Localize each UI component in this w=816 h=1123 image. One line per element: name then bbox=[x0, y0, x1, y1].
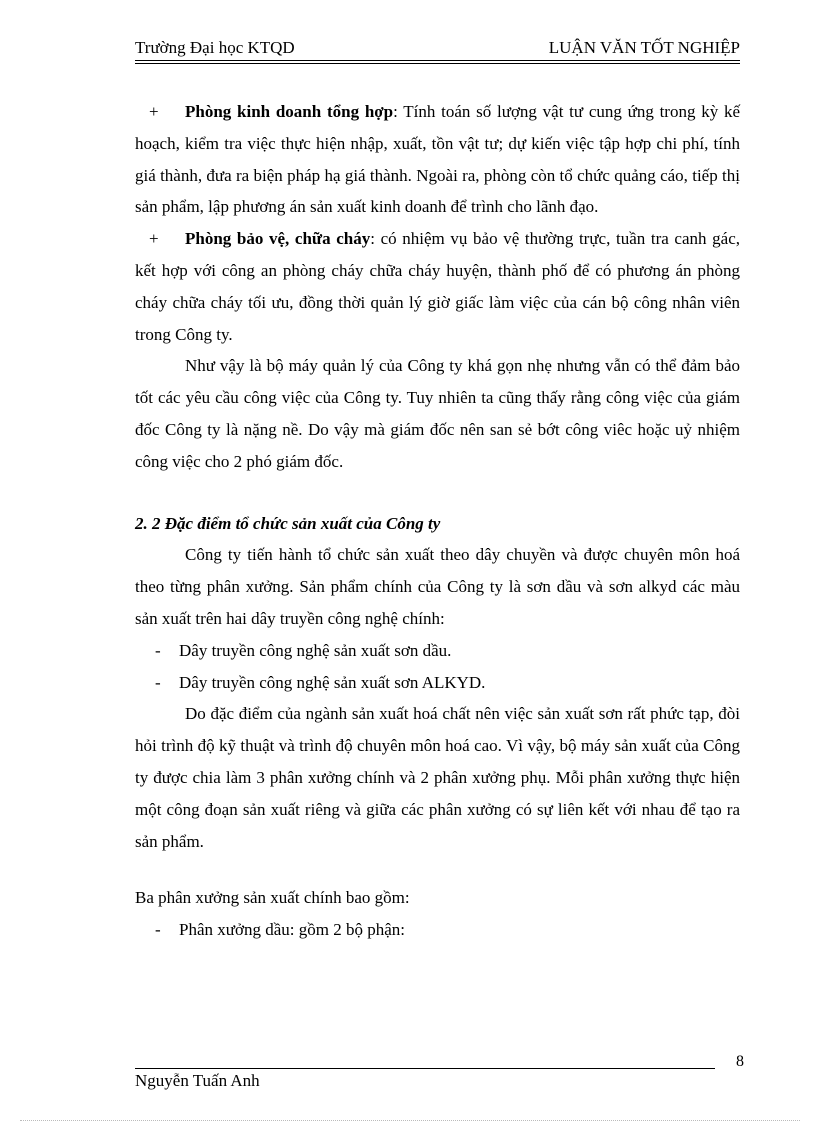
paragraph-summary: Như vậy là bộ máy quản lý của Công ty khá gọn nhẹ nhưng vẫn có thể đảm bảo tốt các yêu cầu công việc của Công ty. Tuy nhiên ta cũng thấy rằng công việc của giám đốc Công ty là nặng nề. Do vậy mà giám đốc nên san sẻ bớt công viêc hoặc uỷ nhiệm công việc cho 2 phó giám đốc. bbox=[135, 356, 740, 471]
page-number: 8 bbox=[736, 1053, 744, 1070]
paragraph-production: Công ty tiến hành tổ chức sản xuất theo dây chuyền và được chuyên môn hoá theo từng phân xưởng. Sản phẩm chính của Công ty là sơn dầu và sơn alkyd các màu sản xuất trên hai dây truyền công nghệ chính: bbox=[135, 545, 740, 628]
header-rule-thin bbox=[135, 60, 740, 61]
section-heading: 2. 2 Đặc điểm tổ chức sản xuất của Công ty bbox=[135, 513, 441, 533]
item-title: Phòng kinh doanh tổng hợp bbox=[185, 102, 394, 121]
footer-rule bbox=[135, 1068, 715, 1069]
item-title: Phòng bảo vệ, chữa cháy bbox=[185, 229, 371, 249]
dash-marker: - bbox=[155, 920, 161, 940]
dash-item-text: Dây truyền công nghệ sản xuất sơn dầu. bbox=[179, 640, 452, 660]
paragraph-chemical: Do đặc điểm của ngành sản xuất hoá chất nên việc sản xuất sơn rất phức tạp, đòi hỏi trình độ kỹ thuật và trình độ chuyên môn hoá cao. Vì vậy, bộ máy sản xuất của Công ty được chia làm 3 phân xưởng chính và 2 phân xưởng phụ. Mỗi phân xưởng thực hiện một công đoạn sản xuất riêng và giữa các phân xưởng có sự liên kết với nhau để tạo ra sản phẩm. bbox=[135, 704, 740, 851]
dash-marker: - bbox=[155, 672, 161, 692]
bullet-item-sales-dept bbox=[135, 96, 740, 223]
dash-item bbox=[135, 914, 740, 946]
dash-item-text: Dây truyền công nghệ sản xuất sơn ALKYD. bbox=[179, 672, 486, 692]
bullet-item-security-dept bbox=[135, 223, 740, 350]
plus-marker: + bbox=[149, 229, 159, 249]
document-body bbox=[135, 96, 740, 946]
header-rule-thick bbox=[135, 63, 740, 64]
header-doc-type: LUẬN VĂN TỐT NGHIỆP bbox=[548, 38, 740, 57]
author-name: Nguyễn Tuấn Anh bbox=[135, 1071, 260, 1090]
paragraph-workshops: Ba phân xưởng sản xuất chính bao gồm: bbox=[135, 888, 410, 908]
plus-marker: + bbox=[149, 102, 159, 121]
dash-marker: - bbox=[155, 640, 161, 660]
dash-item bbox=[135, 667, 740, 699]
dash-item bbox=[135, 635, 740, 667]
item-text: : có nhiệm vụ bảo vệ thường trực, tuần tra canh gác, kết hợp với công an phòng cháy chữa cháy huyện, thành phố để có phương án phòng cháy chữa cháy tối ưu, đồng thời quản lý giờ giấc làm việc của cán bộ công nhân viên trong Công ty. bbox=[135, 229, 740, 344]
page-edge-dotted-line bbox=[20, 1120, 800, 1121]
item-text: : Tính toán số lượng vật tư cung ứng trong kỳ kế hoạch, kiểm tra việc thực hiện nhập, xuất, tồn vật tư; dự kiến việc tập hợp chi phí, tính giá thành, đưa ra biện pháp hạ giá thành. Ngoài ra, phòng còn tổ chức quảng cáo, tiếp thị sản phẩm, lập phương án sản xuất kinh doanh để trình cho lãnh đạo. bbox=[135, 102, 740, 217]
header-school: Trường Đại học KTQD bbox=[135, 38, 295, 57]
dash-item-text: Phân xưởng dầu: gồm 2 bộ phận: bbox=[179, 920, 405, 940]
